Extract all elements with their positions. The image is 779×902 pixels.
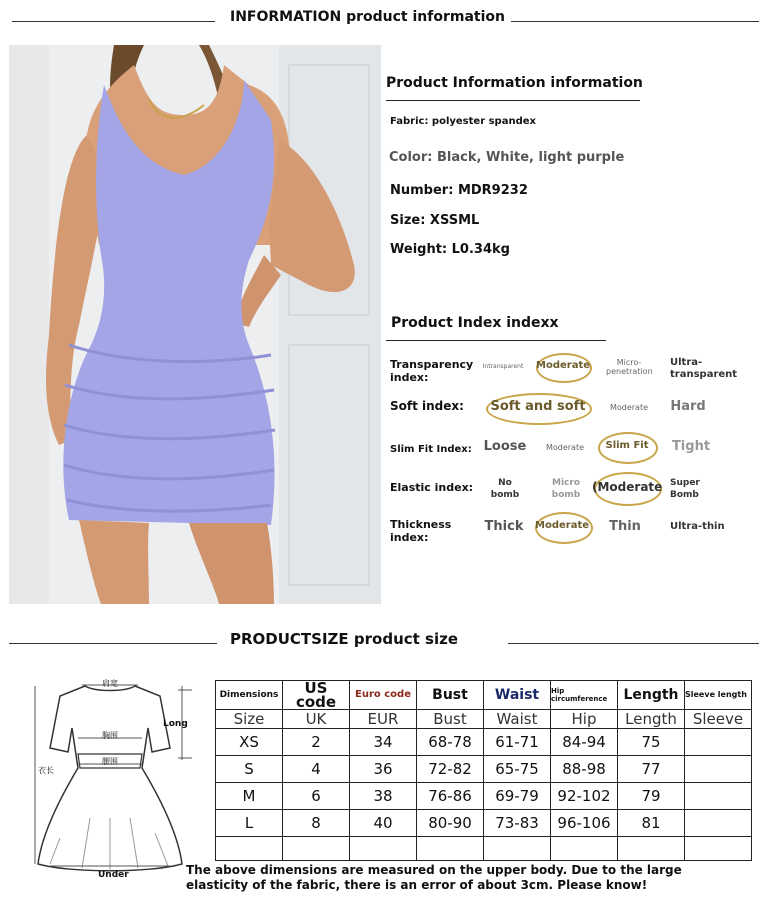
info-divider-right: [507, 21, 759, 22]
soft-option-soft-and-soft: Soft and soft: [490, 399, 586, 414]
elastic-index-label: Elastic index:: [390, 481, 474, 494]
cell-eur: 34: [350, 729, 417, 756]
elastic-option-micro-bomb: Micro bomb: [551, 478, 581, 500]
diagram-chest-label: 胸围: [102, 731, 118, 740]
diagram-under-label: Under: [98, 870, 129, 880]
cell-sleeve: [685, 756, 752, 783]
elastic-option-super-bomb: Super Bomb: [670, 478, 700, 500]
transparency-index-label: Transparency index:: [390, 358, 474, 384]
thickness-option-ultra-thin: Ultra-thin: [670, 521, 725, 532]
product-info-underline: [386, 100, 640, 101]
header-waist: Waist: [484, 681, 551, 710]
table-row: [216, 810, 752, 837]
cell-waist: 73-83: [484, 810, 551, 837]
soft-option-hard: Hard: [670, 399, 706, 414]
slim-fit-index-label: Slim Fit Index:: [390, 444, 472, 455]
cell-waist: 61-71: [484, 729, 551, 756]
table-row: [216, 729, 752, 756]
product-photo: [9, 45, 381, 604]
cell-waist: 69-79: [484, 783, 551, 810]
subheader-hip: Hip: [551, 710, 618, 729]
cell-bust: 80-90: [417, 810, 484, 837]
cell-length: 75: [618, 729, 685, 756]
header-bust: Bust: [417, 681, 484, 710]
measurement-note: The above dimensions are measured on the upper body. Due to the large elasticity of the fabric, there is an error of about 3cm. Please know!: [186, 863, 682, 892]
subheader-size: Size: [216, 710, 283, 729]
header-length: Length: [618, 681, 685, 710]
info-section-title: INFORMATION product information: [224, 9, 511, 25]
cell-size: S: [216, 756, 283, 783]
cell-sleeve: [685, 729, 752, 756]
size-table-subheader-row: [216, 710, 752, 729]
subheader-bust: Bust: [417, 710, 484, 729]
product-info-heading: Product Information information: [386, 75, 643, 91]
cell-length: [618, 837, 685, 861]
soft-index-label: Soft index:: [390, 399, 464, 413]
diagram-body-length-label: 衣长: [38, 766, 54, 775]
cell-size: L: [216, 810, 283, 837]
subheader-sleeve: Sleeve: [685, 710, 752, 729]
slim-fit-option-moderate: Moderate: [545, 443, 585, 452]
elastic-option-no-bomb: No bomb: [490, 478, 520, 500]
cell-eur: [350, 837, 417, 861]
cell-uk: 8: [283, 810, 350, 837]
cell-bust: 72-82: [417, 756, 484, 783]
size-table-header-row: [216, 681, 752, 710]
elastic-option-moderate: (Moderate: [592, 480, 663, 494]
product-index-heading: Product Index indexx: [391, 315, 559, 331]
cell-sleeve: [685, 783, 752, 810]
cell-length: 77: [618, 756, 685, 783]
table-row: [216, 783, 752, 810]
transparency-option-micro-penetration: Micro-penetration: [606, 358, 653, 376]
size-table: [215, 680, 752, 861]
slim-fit-option-slim-fit: Slim Fit: [605, 440, 649, 451]
subheader-eur: EUR: [350, 710, 417, 729]
cell-waist: 65-75: [484, 756, 551, 783]
cell-waist: [484, 837, 551, 861]
model-dress-illustration: [9, 45, 381, 604]
cell-uk: 6: [283, 783, 350, 810]
diagram-waist-label: 腰围: [102, 757, 118, 766]
header-hip-circumference: Hip circumference: [551, 681, 618, 710]
thickness-option-thin: Thin: [609, 519, 641, 534]
subheader-length: Length: [618, 710, 685, 729]
cell-sleeve: [685, 837, 752, 861]
cell-hip: 96-106: [551, 810, 618, 837]
thickness-index-label: Thickness index:: [390, 518, 452, 544]
cell-size: [216, 837, 283, 861]
cell-uk: [283, 837, 350, 861]
transparency-option-ultra-transparent: Ultra-transparent: [670, 357, 738, 380]
header-euro-code: Euro code: [350, 681, 417, 710]
cell-uk: 4: [283, 756, 350, 783]
thickness-option-moderate: Moderate: [535, 520, 590, 531]
soft-option-moderate: Moderate: [609, 403, 649, 412]
number-text: Number: MDR9232: [390, 183, 528, 198]
measurement-diagram: [30, 668, 205, 883]
cell-hip: 84-94: [551, 729, 618, 756]
weight-text: Weight: L0.34kg: [390, 242, 510, 257]
diagram-long-label: Long: [163, 719, 188, 729]
thickness-option-thick: Thick: [484, 519, 524, 534]
size-divider-right: [508, 643, 759, 644]
cell-hip: [551, 837, 618, 861]
table-row: [216, 837, 752, 861]
color-text: Color: Black, White, light purple: [389, 150, 625, 165]
header-dimensions: Dimensions: [216, 681, 283, 710]
cell-eur: 38: [350, 783, 417, 810]
size-section-title: PRODUCTSIZE product size: [224, 630, 464, 648]
cell-eur: 36: [350, 756, 417, 783]
size-text: Size: XSSML: [390, 213, 480, 228]
cell-bust: 68-78: [417, 729, 484, 756]
fabric-text: Fabric: polyester spandex: [390, 116, 536, 127]
transparency-option-intransparent: Intransparent: [482, 363, 524, 370]
cell-length: 81: [618, 810, 685, 837]
product-index-underline: [386, 340, 606, 341]
cell-sleeve: [685, 810, 752, 837]
table-row: [216, 756, 752, 783]
diagram-shoulder-label: 肩宽: [102, 679, 118, 688]
dress-diagram-svg: [30, 668, 205, 883]
cell-bust: [417, 837, 484, 861]
cell-hip: 88-98: [551, 756, 618, 783]
cell-uk: 2: [283, 729, 350, 756]
cell-eur: 40: [350, 810, 417, 837]
info-divider-left: [12, 21, 215, 22]
header-sleeve-length: Sleeve length: [685, 681, 752, 710]
cell-size: M: [216, 783, 283, 810]
subheader-waist: Waist: [484, 710, 551, 729]
slim-fit-option-tight: Tight: [671, 439, 711, 454]
cell-hip: 92-102: [551, 783, 618, 810]
cell-length: 79: [618, 783, 685, 810]
transparency-option-moderate: Moderate: [536, 360, 591, 371]
size-divider-left: [9, 643, 217, 644]
subheader-uk: UK: [283, 710, 350, 729]
header-us-code: US code: [283, 681, 350, 710]
cell-size: XS: [216, 729, 283, 756]
slim-fit-option-loose: Loose: [483, 439, 527, 454]
cell-bust: 76-86: [417, 783, 484, 810]
